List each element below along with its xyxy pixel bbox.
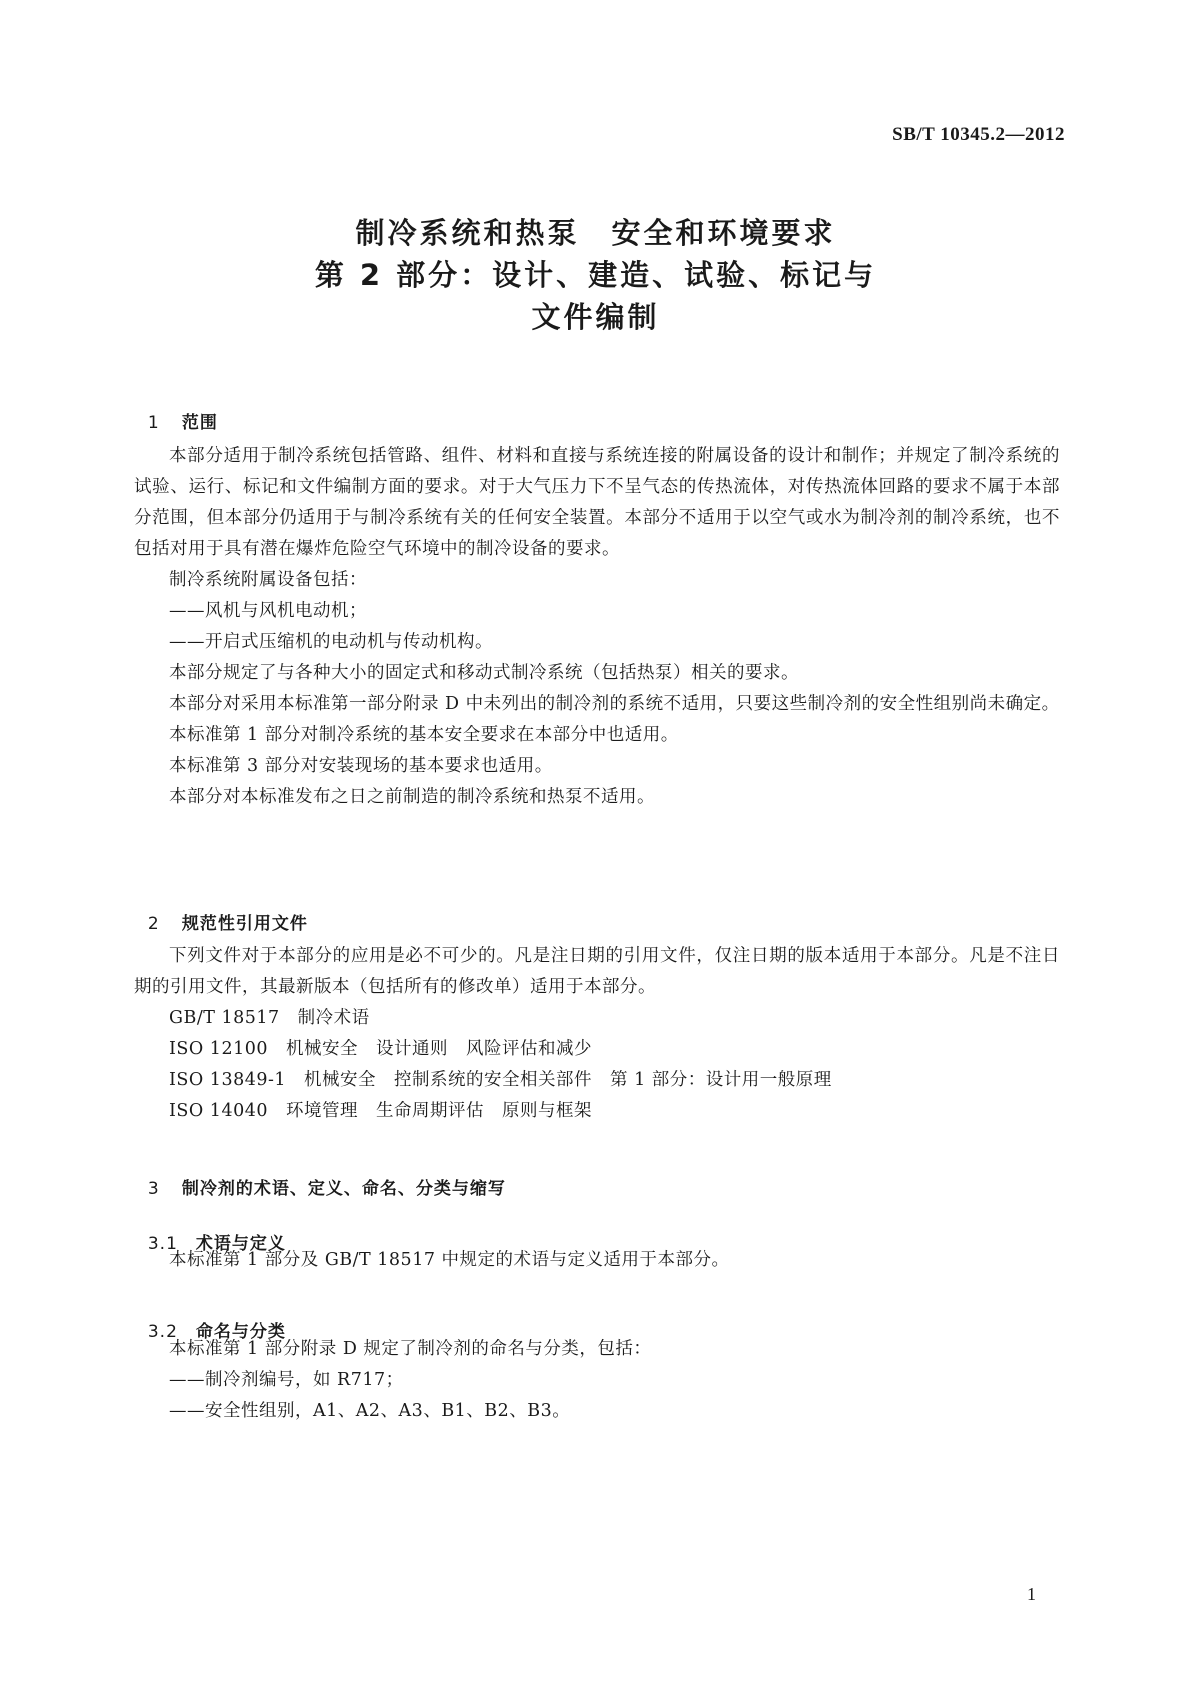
document-title: [0, 212, 1191, 338]
title-line-3: 文件编制: [531, 300, 660, 334]
list-item: ——开启式压缩机的电动机与传动机构。: [169, 632, 493, 652]
section-number: 3: [147, 1179, 160, 1199]
section-1-body: [134, 441, 1060, 813]
paragraph: 制冷系统附属设备包括：: [169, 570, 367, 590]
section-number: 1: [147, 413, 160, 433]
reference-item: ISO 12100 机械安全 设计通则 风险评估和减少: [169, 1039, 592, 1059]
standard-code: SB/T 10345.2—2012: [892, 124, 1065, 145]
title-line-2: 第 2 部分：设计、建造、试验、标记与: [314, 258, 877, 292]
section-heading-3: [134, 1154, 506, 1199]
section-title: 规范性引用文件: [181, 914, 308, 934]
section-heading-1: [134, 388, 218, 433]
paragraph: 下列文件对于本部分的应用是必不可少的。凡是注日期的引用文件，仅注日期的版本适用于本部分。凡是不注日期的引用文件，其最新版本（包括所有的修改单）适用于本部分。: [134, 946, 1060, 997]
section-3-2-body: [134, 1334, 1060, 1427]
section-number: 3.1: [147, 1234, 178, 1254]
title-line-1: 制冷系统和热泵 安全和环境要求: [355, 216, 836, 250]
section-3-1-body: [134, 1245, 1060, 1276]
section-heading-2: [134, 889, 308, 934]
section-title: 命名与分类: [195, 1322, 286, 1342]
section-number: 2: [147, 914, 160, 934]
paragraph: 本标准第 1 部分及 GB/T 18517 中规定的术语与定义适用于本部分。: [169, 1250, 730, 1270]
section-2-body: [134, 941, 1060, 1127]
paragraph: 本标准第 1 部分对制冷系统的基本安全要求在本部分中也适用。: [169, 725, 679, 745]
section-title: 范围: [181, 413, 218, 433]
reference-item: ISO 13849-1 机械安全 控制系统的安全相关部件 第 1 部分：设计用一般原理: [169, 1070, 832, 1090]
paragraph: 本部分对本标准发布之日之前制造的制冷系统和热泵不适用。: [169, 787, 655, 807]
page-number: 1: [1027, 1584, 1036, 1604]
paragraph: 本标准第 3 部分对安装现场的基本要求也适用。: [169, 756, 553, 776]
paragraph: 本部分对采用本标准第一部分附录 D 中未列出的制冷剂的系统不适用，只要这些制冷剂的安全性组别尚未确定。: [169, 694, 1060, 714]
list-item: ——制冷剂编号，如 R717；: [169, 1370, 404, 1390]
paragraph: 本部分适用于制冷系统包括管路、组件、材料和直接与系统连接的附属设备的设计和制作；并规定了制冷系统的试验、运行、标记和文件编制方面的要求。对于大气压力下不呈气态的传热流体，对传热流体回路的要求不属于本部分范围，但本部分仍适用于与制冷系统有关的任何安全装置。本部分不适用于以空气或水为制冷剂的制冷系统，也不包括对用于具有潜在爆炸危险空气环境中的制冷设备的要求。: [134, 446, 1060, 559]
paragraph: 本标准第 1 部分附录 D 规定了制冷剂的命名与分类，包括：: [169, 1339, 652, 1359]
section-title: 制冷剂的术语、定义、命名、分类与缩写: [181, 1179, 506, 1199]
reference-item: GB/T 18517 制冷术语: [169, 1008, 370, 1028]
list-item: ——安全性组别，A1、A2、A3、B1、B2、B3。: [169, 1401, 571, 1421]
reference-item: ISO 14040 环境管理 生命周期评估 原则与框架: [169, 1101, 592, 1121]
section-number: 3.2: [147, 1322, 178, 1342]
paragraph: 本部分规定了与各种大小的固定式和移动式制冷系统（包括热泵）相关的要求。: [169, 663, 799, 683]
list-item: ——风机与风机电动机；: [169, 601, 367, 621]
section-title: 术语与定义: [195, 1234, 286, 1254]
